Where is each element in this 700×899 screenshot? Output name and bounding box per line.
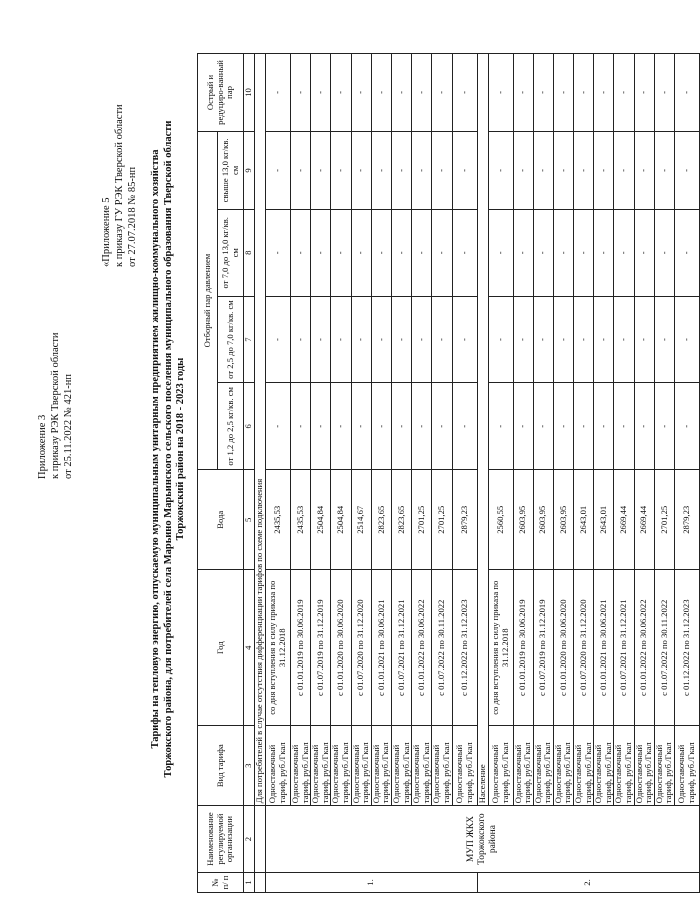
- column-number: 6: [244, 383, 255, 470]
- empty-dash: -: [574, 383, 594, 470]
- period: с 01.01.2022 по 30.06.2022: [412, 570, 432, 726]
- tariff-type: Одноставочный тариф, руб./Гкал: [412, 726, 432, 806]
- period: со дня вступления в силу приказа по 31.12.2018: [488, 570, 513, 726]
- section-num-cell: [255, 872, 266, 892]
- empty-dash: -: [488, 296, 513, 383]
- tariff-type: Одноставочный тариф, руб./Гкал: [391, 726, 411, 806]
- water-tariff: 2701,25: [654, 470, 674, 570]
- table-row: [594, 54, 614, 893]
- empty-dash: -: [391, 131, 411, 209]
- empty-dash: -: [675, 209, 700, 296]
- empty-dash: -: [331, 131, 351, 209]
- title-line-2: Торжокского района, для потребителей села Марьино Марьинского сельского поселения муниципального образования Тверской области: [162, 120, 174, 778]
- header-sharp-steam: Острый и редуциро-ванный пар: [198, 54, 244, 132]
- water-tariff: 2603,95: [533, 470, 553, 570]
- empty-dash: -: [675, 54, 700, 132]
- period: с 01.07.2022 по 30.11.2022: [432, 570, 452, 726]
- empty-dash: -: [311, 209, 331, 296]
- column-number: 2: [244, 806, 255, 873]
- section-org-cell: [255, 806, 266, 873]
- tariff-type: Одноставочный тариф, руб./Гкал: [594, 726, 614, 806]
- water-tariff: 2514,67: [351, 470, 371, 570]
- empty-dash: -: [351, 131, 371, 209]
- empty-dash: -: [614, 296, 634, 383]
- header-steam-group: Отборный пар давлением: [198, 131, 218, 469]
- empty-dash: -: [533, 54, 553, 132]
- empty-dash: -: [634, 54, 654, 132]
- table-row: [291, 54, 311, 893]
- tariff-type: Одноставочный тариф, руб./Гкал: [574, 726, 594, 806]
- empty-dash: -: [412, 296, 432, 383]
- empty-dash: -: [452, 296, 477, 383]
- water-tariff: 2823,65: [391, 470, 411, 570]
- empty-dash: -: [291, 209, 311, 296]
- population-row: [477, 54, 488, 893]
- empty-dash: -: [291, 383, 311, 470]
- empty-dash: -: [412, 131, 432, 209]
- empty-dash: -: [654, 383, 674, 470]
- header-row-1: [198, 54, 218, 893]
- empty-dash: -: [553, 296, 573, 383]
- empty-dash: -: [654, 296, 674, 383]
- empty-dash: -: [533, 383, 553, 470]
- header-water: Вода: [198, 470, 244, 570]
- tariff-type: Одноставочный тариф, руб./Гкал: [266, 726, 291, 806]
- empty-dash: -: [391, 296, 411, 383]
- tariff-type: Одноставочный тариф, руб./Гкал: [533, 726, 553, 806]
- empty-dash: -: [331, 54, 351, 132]
- empty-dash: -: [351, 54, 371, 132]
- column-number: 1: [244, 872, 255, 892]
- empty-dash: -: [452, 209, 477, 296]
- period: с 01.07.2021 по 31.12.2021: [391, 570, 411, 726]
- empty-dash: -: [291, 54, 311, 132]
- empty-dash: -: [371, 296, 391, 383]
- water-tariff: 2603,95: [553, 470, 573, 570]
- empty-dash: -: [574, 296, 594, 383]
- empty-dash: -: [594, 209, 614, 296]
- organization-name: МУП ЖКХ Торжокского района: [266, 806, 700, 873]
- water-tariff: 2435,53: [291, 470, 311, 570]
- tariff-type: Одноставочный тариф, руб./Гкал: [488, 726, 513, 806]
- empty-dash: -: [488, 209, 513, 296]
- table-row: [351, 54, 371, 893]
- empty-dash: -: [488, 131, 513, 209]
- water-tariff: 2643,01: [594, 470, 614, 570]
- empty-dash: -: [614, 383, 634, 470]
- empty-dash: -: [594, 131, 614, 209]
- empty-dash: -: [634, 209, 654, 296]
- tariff-type: Одноставочный тариф, руб./Гкал: [311, 726, 331, 806]
- water-tariff: 2603,95: [513, 470, 533, 570]
- table-row: [371, 54, 391, 893]
- header-type: Вид тарифа: [198, 726, 244, 806]
- period: с 01.07.2019 по 31.12.2019: [311, 570, 331, 726]
- header-p3: от 7,0 до 13,0 кг/кв. см: [218, 209, 244, 296]
- period: с 01.01.2021 по 30.06.2021: [371, 570, 391, 726]
- column-number: 10: [244, 54, 255, 132]
- empty-dash: -: [311, 383, 331, 470]
- empty-dash: -: [553, 383, 573, 470]
- period: с 01.01.2019 по 30.06.2019: [291, 570, 311, 726]
- empty-dash: -: [594, 54, 614, 132]
- empty-dash: -: [291, 131, 311, 209]
- appendix-5-title: «Приложение 5: [101, 197, 112, 267]
- water-tariff: 2879,23: [452, 470, 477, 570]
- water-tariff: 2701,25: [432, 470, 452, 570]
- water-tariff: 2669,44: [634, 470, 654, 570]
- appendix-5-order: к приказу ГУ РЭК Тверской области: [114, 104, 125, 267]
- table-row: [553, 54, 573, 893]
- tariff-type: Одноставочный тариф, руб./Гкал: [432, 726, 452, 806]
- empty-dash: -: [266, 209, 291, 296]
- empty-dash: -: [594, 383, 614, 470]
- empty-dash: -: [266, 383, 291, 470]
- empty-dash: -: [574, 209, 594, 296]
- empty-dash: -: [533, 209, 553, 296]
- tariff-type: Одноставочный тариф, руб./Гкал: [351, 726, 371, 806]
- empty-dash: -: [594, 296, 614, 383]
- table-row: [574, 54, 594, 893]
- table-row: [488, 54, 513, 893]
- column-number: 7: [244, 296, 255, 383]
- empty-dash: -: [614, 209, 634, 296]
- empty-dash: -: [391, 209, 411, 296]
- water-tariff: 2701,25: [412, 470, 432, 570]
- table-row: [311, 54, 331, 893]
- table-row: [391, 54, 411, 893]
- table-row: [266, 54, 291, 893]
- empty-dash: -: [412, 209, 432, 296]
- empty-dash: -: [452, 383, 477, 470]
- column-number: 4: [244, 570, 255, 726]
- empty-dash: -: [371, 54, 391, 132]
- header-p1: от 1,2 до 2,5 кг/кв. см: [218, 383, 244, 470]
- table-row: [513, 54, 533, 893]
- empty-dash: -: [432, 131, 452, 209]
- empty-dash: -: [371, 131, 391, 209]
- table-row: [331, 54, 351, 893]
- population-label: Население: [477, 54, 488, 806]
- empty-dash: -: [412, 383, 432, 470]
- column-number: 9: [244, 131, 255, 209]
- water-tariff: 2435,53: [266, 470, 291, 570]
- tariff-type: Одноставочный тариф, руб./Гкал: [675, 726, 700, 806]
- section-label: Для потребителей в случае отсутствия дифференциации тарифов по схеме подключения: [255, 54, 266, 806]
- header-p2: от 2,5 до 7,0 кг/кв. см: [218, 296, 244, 383]
- empty-dash: -: [553, 54, 573, 132]
- tariff-type: Одноставочный тариф, руб./Гкал: [553, 726, 573, 806]
- empty-dash: -: [371, 383, 391, 470]
- table-row: [432, 54, 452, 893]
- tariff-type: Одноставочный тариф, руб./Гкал: [513, 726, 533, 806]
- empty-dash: -: [311, 296, 331, 383]
- section-row: [255, 54, 266, 893]
- empty-dash: -: [513, 54, 533, 132]
- empty-dash: -: [432, 54, 452, 132]
- column-number-row: [244, 54, 255, 893]
- title-line-1: Тарифы на тепловую энергию, отпускаемую муниципальным унитарным предприятием жилищно-коммунального хозяйства: [150, 149, 161, 749]
- tariff-table: [197, 53, 700, 893]
- period: с 01.12.2022 по 31.12.2023: [452, 570, 477, 726]
- empty-dash: -: [266, 296, 291, 383]
- tariff-type: Одноставочный тариф, руб./Гкал: [614, 726, 634, 806]
- column-number: 8: [244, 209, 255, 296]
- empty-dash: -: [614, 54, 634, 132]
- empty-dash: -: [331, 209, 351, 296]
- empty-dash: -: [351, 383, 371, 470]
- empty-dash: -: [266, 131, 291, 209]
- table-row: [412, 54, 432, 893]
- empty-dash: -: [553, 131, 573, 209]
- tariff-type: Одноставочный тариф, руб./Гкал: [291, 726, 311, 806]
- period: с 01.01.2020 по 30.06.2020: [553, 570, 573, 726]
- period: с 01.07.2020 по 31.12.2020: [574, 570, 594, 726]
- row-group-number: 2.: [477, 872, 700, 892]
- period: с 01.12.2022 по 31.12.2023: [675, 570, 700, 726]
- empty-dash: -: [634, 383, 654, 470]
- empty-dash: -: [452, 131, 477, 209]
- column-number: 5: [244, 470, 255, 570]
- empty-dash: -: [654, 209, 674, 296]
- empty-dash: -: [391, 54, 411, 132]
- period: с 01.01.2021 по 30.06.2021: [594, 570, 614, 726]
- table-row: [634, 54, 654, 893]
- empty-dash: -: [513, 209, 533, 296]
- table-row: [533, 54, 553, 893]
- water-tariff: 2560,55: [488, 470, 513, 570]
- water-tariff: 2504,84: [331, 470, 351, 570]
- empty-dash: -: [654, 54, 674, 132]
- empty-dash: -: [675, 383, 700, 470]
- empty-dash: -: [266, 54, 291, 132]
- tariff-type: Одноставочный тариф, руб./Гкал: [331, 726, 351, 806]
- header-year: Год: [198, 570, 244, 726]
- column-number: 3: [244, 726, 255, 806]
- tariff-type: Одноставочный тариф, руб./Гкал: [452, 726, 477, 806]
- water-tariff: 2879,23: [675, 470, 700, 570]
- empty-dash: -: [432, 383, 452, 470]
- empty-dash: -: [452, 54, 477, 132]
- empty-dash: -: [331, 383, 351, 470]
- table-row: [614, 54, 634, 893]
- period: с 01.07.2021 по 31.12.2021: [614, 570, 634, 726]
- empty-dash: -: [675, 296, 700, 383]
- empty-dash: -: [675, 131, 700, 209]
- empty-dash: -: [351, 296, 371, 383]
- empty-dash: -: [488, 54, 513, 132]
- empty-dash: -: [574, 131, 594, 209]
- water-tariff: 2669,44: [614, 470, 634, 570]
- period: с 01.07.2020 по 31.12.2020: [351, 570, 371, 726]
- table-row: [452, 54, 477, 893]
- empty-dash: -: [574, 54, 594, 132]
- header-p4: свыше 13,0 кг/кв. см: [218, 131, 244, 209]
- tariff-type: Одноставочный тариф, руб./Гкал: [634, 726, 654, 806]
- appendix-3-title: Приложение 3: [37, 414, 48, 479]
- empty-dash: -: [654, 131, 674, 209]
- table-row: [654, 54, 674, 893]
- empty-dash: -: [614, 131, 634, 209]
- header-org: Наименование регулируемой организации: [198, 806, 244, 873]
- appendix-5-date: от 27.07.2018 № 85-нп: [127, 166, 138, 267]
- empty-dash: -: [513, 296, 533, 383]
- period: со дня вступления в силу приказа по 31.12.2018: [266, 570, 291, 726]
- period: с 01.01.2022 по 30.06.2022: [634, 570, 654, 726]
- water-tariff: 2823,65: [371, 470, 391, 570]
- empty-dash: -: [331, 296, 351, 383]
- water-tariff: 2504,84: [311, 470, 331, 570]
- document-title: [150, 69, 188, 829]
- empty-dash: -: [533, 131, 553, 209]
- empty-dash: -: [391, 383, 411, 470]
- empty-dash: -: [553, 209, 573, 296]
- water-tariff: 2643,01: [574, 470, 594, 570]
- empty-dash: -: [371, 209, 391, 296]
- appendix-3-block: [36, 332, 75, 479]
- empty-dash: -: [513, 383, 533, 470]
- empty-dash: -: [488, 383, 513, 470]
- table-row: [675, 54, 700, 893]
- title-line-3: Торжокский район на 2018 - 2023 годы: [175, 357, 186, 541]
- empty-dash: -: [513, 131, 533, 209]
- empty-dash: -: [432, 209, 452, 296]
- tariff-type: Одноставочный тариф, руб./Гкал: [654, 726, 674, 806]
- appendix-5-block: [100, 104, 139, 267]
- period: с 01.01.2020 по 30.06.2020: [331, 570, 351, 726]
- empty-dash: -: [311, 131, 331, 209]
- appendix-3-order: к приказу РЭК Тверской области: [50, 332, 61, 479]
- empty-dash: -: [311, 54, 331, 132]
- empty-dash: -: [634, 131, 654, 209]
- empty-dash: -: [634, 296, 654, 383]
- period: с 01.07.2022 по 30.11.2022: [654, 570, 674, 726]
- empty-dash: -: [291, 296, 311, 383]
- empty-dash: -: [432, 296, 452, 383]
- period: с 01.07.2019 по 31.12.2019: [533, 570, 553, 726]
- appendix-3-date: от 25.11.2022 № 421-нп: [63, 374, 74, 479]
- empty-dash: -: [533, 296, 553, 383]
- header-num: № п/ п: [198, 872, 244, 892]
- empty-dash: -: [351, 209, 371, 296]
- period: с 01.01.2019 по 30.06.2019: [513, 570, 533, 726]
- empty-dash: -: [412, 54, 432, 132]
- row-group-number: 1.: [266, 872, 478, 892]
- tariff-type: Одноставочный тариф, руб./Гкал: [371, 726, 391, 806]
